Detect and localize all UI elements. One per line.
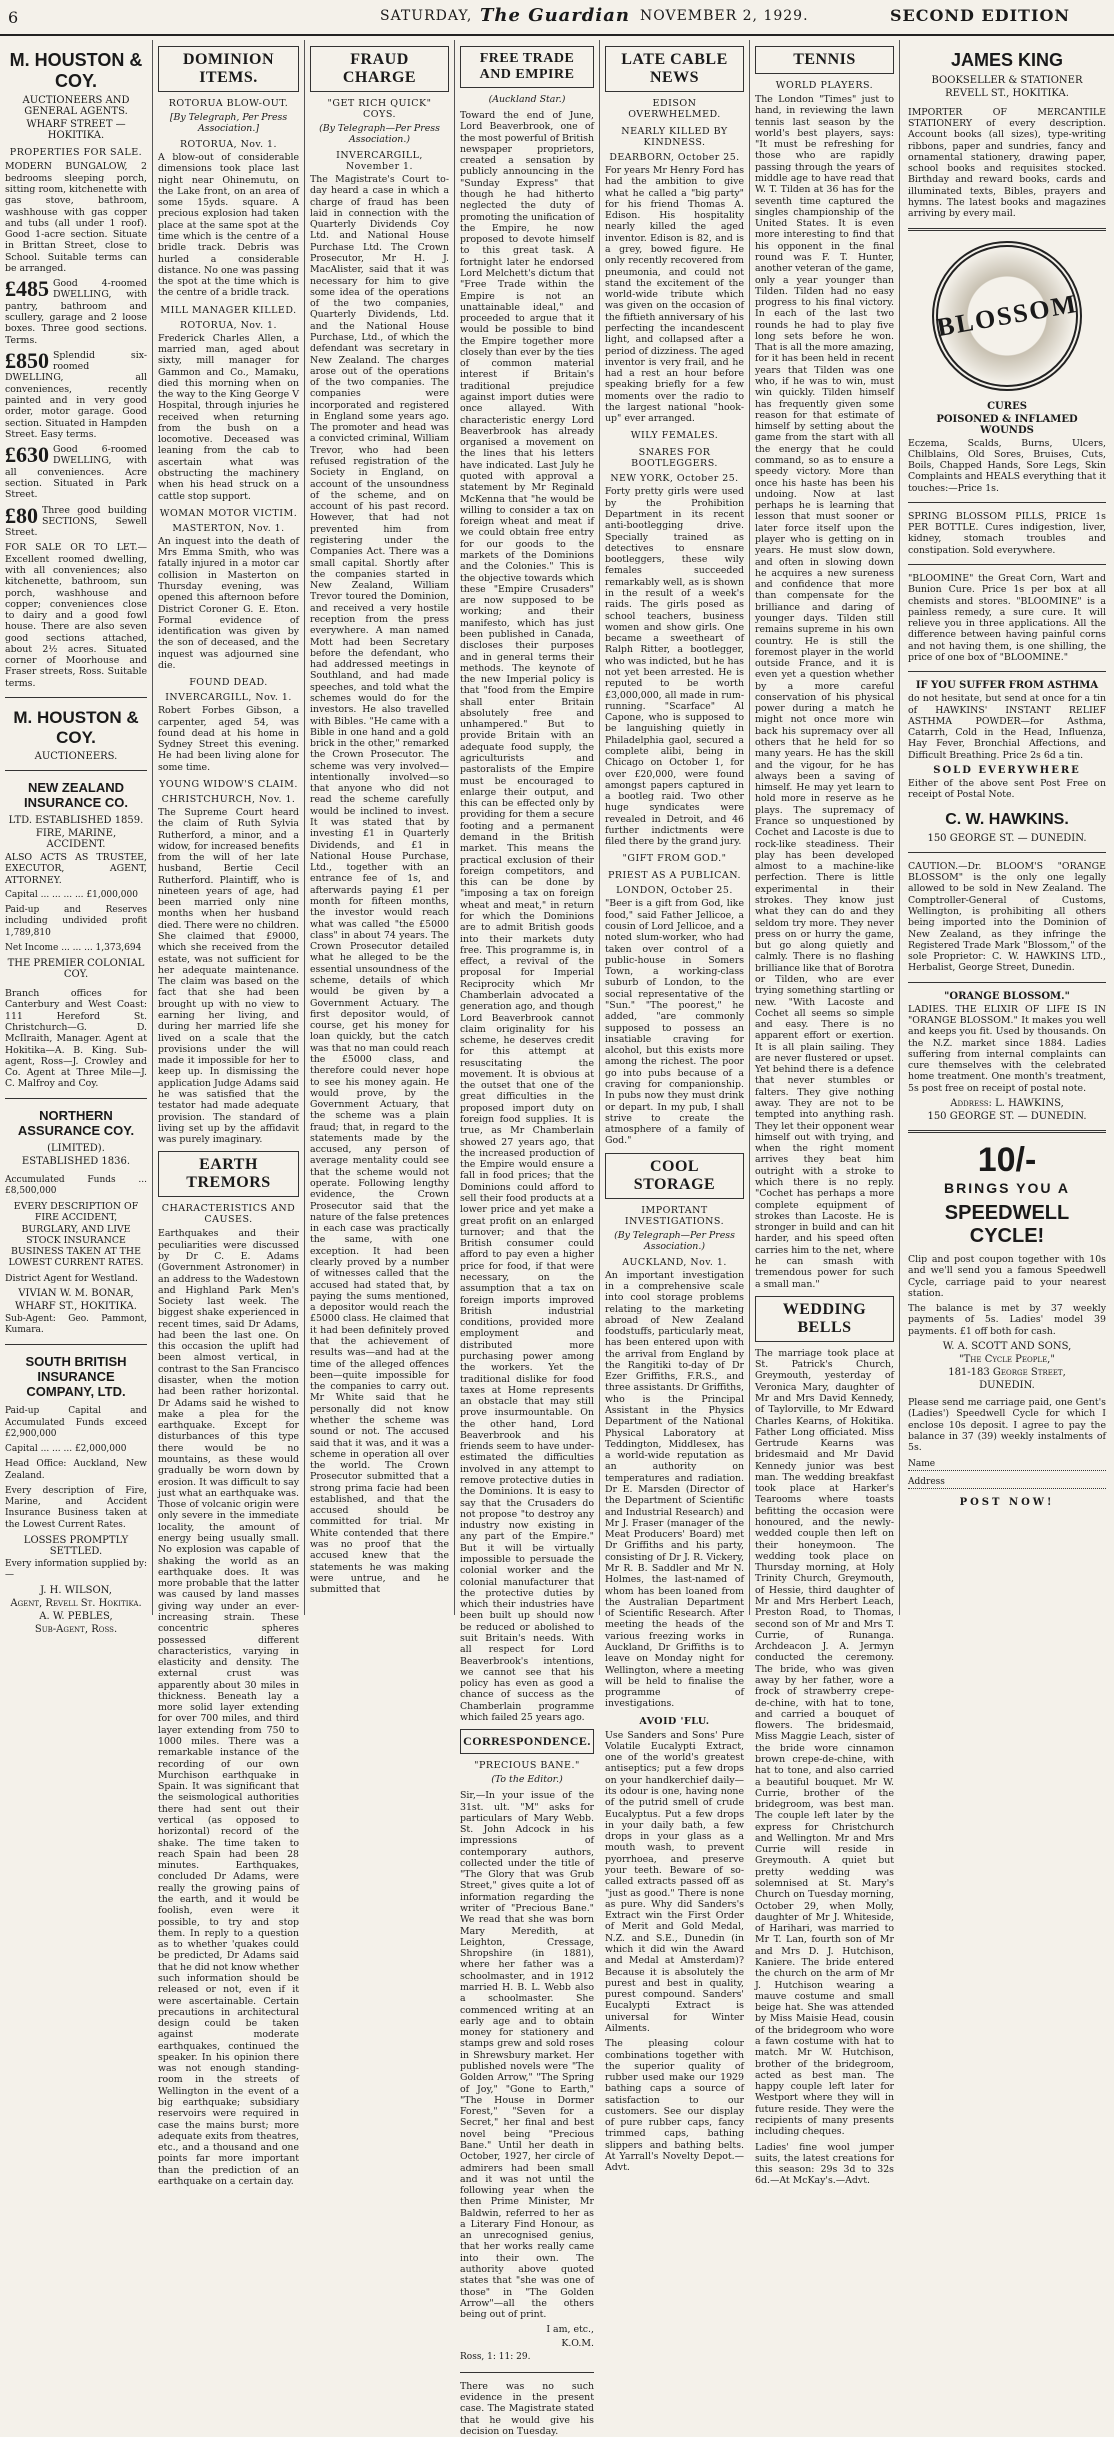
article-dateline: NEW YORK, October 25. bbox=[610, 473, 739, 485]
article-dateline: CHRISTCHURCH, Nov. 1. bbox=[161, 793, 296, 805]
ad-address: DUNEDIN. bbox=[979, 1379, 1035, 1391]
article-dateline: DEARBORN, October 25. bbox=[609, 152, 740, 163]
column-free-trade bbox=[455, 40, 600, 2437]
ad-subtitle: "ORANGE BLOSSOM." bbox=[944, 990, 1070, 1002]
ad-price-headline: 10/- bbox=[977, 1140, 1037, 1179]
ad-subtitle: LTD. ESTABLISHED 1859. bbox=[8, 815, 144, 826]
ad-text: Sub-Agent: Geo. Pammont, Kumara. bbox=[5, 1313, 147, 1336]
article-text: The Magistrate's Court to-day heard a case in which a charge of fraud has been laid in connection with the Quarterly Dividends Coy Ltd. and National House Purchase Ltd. The Crown Prosecutor, Mr H. J. MacAlister, said that it was necessary for him to give some idea of the operations of the two companies, Quarterly Dividends, Ltd. and the National House Purchase, Ltd., of which the defendant was secretary in New Zealand. The charges arose out of the operations of the two companies. The companies were incorporated and registered in England some years ago. The promoter and head was a convicted criminal, William Trevor, who had been refused registration of the Society in England, on account of the unsoundness of the scheme, and on account of his past record. However, that had not prevented him from registering under the Companies Act. There was a small capital. Shortly after the companies started in New Zealand, William Trevor toured the Dominion, and received a very hostile reception from the press everywhere. A man named Mott had been Secretary before the defendant, who had addressed meetings in Southland, and had made speeches, and told what the schemes would do for the investors. He also travelled with Bibles. "He came with a Bible in one hand and a gold brick in the other," remarked the Crown Prosecutor. The scheme was very involved—intentionally involved—so that anyone who did not read the scheme carefully would be inclined to invest. It was stated that by investing £1 in Quarterly Dividends, and £1 in National House Purchase, Ltd., together with an entrance fee of 1s, and afterwards paying £1 per month for fifteen months, the investor would reach what was called "the £5000 class" in about 74 years. The Crown Prosecutor detailed what he alleged to be the essential unsoundness of the scheme, details of which would be given by a Government Actuary. The first depositor would, of course, get his money for loan quickly, but the catch was that no man could reach the £5000 class, and therefore could never hope to see his money again. He would prove, by the Government Actuary, that the scheme was a plain fraud; that, in regard to the statements made by the accused, any person of average mentality could see that the scheme would not operate. Following lengthy evidence, the Crown Prosecutor said that the nature of the false pretences in each case was practically the same, with one exception. It had been clearly proved by a number of witnesses called that the accused had stated that, by paying the sums mentioned, a depositor would reach the £5000 class. He claimed that it had been definitely proved that the achievement of results was—and had at the time of the alleged offences been—quite impossible for the companies to carry out. Mr White said that he personally did not know whether the scheme was sound or not. The accused said that it was, and it was a scheme in operation all over the world. The Crown Prosecutor submitted that a strong prima facie had been established, and that the accused should be committed for trial. Mr White contended that there was no proof that the accused knew that the statements he was making were untrue, and he submitted that bbox=[310, 174, 449, 1596]
letter-signoff: I am, etc., bbox=[546, 2324, 594, 2336]
ad-subtitle: Sub-Agent, Ross. bbox=[34, 1624, 118, 1636]
article-text: A blow-out of considerable dimensions took place last night near Ohinemutu, on the Lake front, on an area of some 15yds. square. A precious explosion had taken place at the same spot at the time which is the centre of a bridle track. Debris was hurled a considerable distance. No one was passing the spot at the time which is the centre of a bridle track. bbox=[158, 152, 299, 299]
edition-label: SECOND EDITION bbox=[890, 6, 1070, 25]
article-subhead: "GET RICH QUICK" COYS. bbox=[327, 98, 432, 120]
ad-address: 150 GEORGE ST. — DUNEDIN. bbox=[927, 1110, 1087, 1122]
column-fraud-charge bbox=[305, 40, 455, 1615]
ad-address: "The Cycle People," bbox=[959, 1353, 1055, 1365]
ad-subtitle: J. H. WILSON, bbox=[40, 1585, 112, 1597]
ad-title: M. HOUSTON & COY. bbox=[9, 50, 143, 91]
masthead-date: NOVEMBER 2, 1929. bbox=[640, 8, 809, 24]
ad-heading: PROPERTIES FOR SALE. bbox=[9, 147, 143, 159]
ad-title: NEW ZEALAND INSURANCE CO. bbox=[23, 780, 128, 811]
ad-text: Capital ... ... ... ... £1,000,000 bbox=[5, 889, 138, 900]
article-headline: FREE TRADE AND EMPIRE bbox=[460, 46, 594, 88]
article-headline: EARTH TREMORS bbox=[158, 1151, 299, 1197]
ad-subtitle: WHARF ST., HOKITIKA. bbox=[15, 1300, 137, 1312]
ad-subtitle: AUCTIONEERS. bbox=[34, 751, 118, 763]
ad-text: do not hesitate, but send at once for a tin of HAWKINS' INSTANT RELIEF ASTHMA POWDER—for Asthma, Catarrh, Cold in the Head, Influenza, Hay Fever, Bronchial Affections, and Difficult Breathing. Price 2s 6d a tin. bbox=[908, 693, 1106, 761]
article-text: An inquest into the death of Mrs Emma Smith, who was fatally injured in a motor car collision in Masterton on Thursday evening, was opened this afternoon before District Coroner G. E. Eton. Formal evidence of identification was given by the son of deceased, and the inquest was adjourned sine die. bbox=[158, 535, 299, 671]
article-subhead: MILL MANAGER KILLED. bbox=[160, 304, 297, 316]
article-headline: DOMINION ITEMS. bbox=[158, 46, 299, 92]
ad-text: FOR SALE OR TO LET.—Excellent roomed dwelling, with all conveniences; also kitchenette, bathroom, sun porch, washhouse and copper; conveniences close to dairy and a good fowl house. There are also seven good sections attached, about 2½ acres. Situated corner of Moorhouse and Fraser streets, Ross. Suitable terms. bbox=[5, 542, 147, 689]
ad-subtitle: ESTABLISHED 1836. bbox=[21, 1155, 131, 1167]
ad-title: NORTHERN ASSURANCE COY. bbox=[17, 1107, 135, 1138]
column-tennis-weddings bbox=[750, 40, 900, 2187]
article-byline: (By Telegraph—Per Press Association.) bbox=[319, 123, 440, 145]
article-dateline: MASTERTON, Nov. 1. bbox=[172, 522, 285, 534]
ad-address: 181-183 George Street, bbox=[948, 1366, 1066, 1378]
ad-address: REVELL ST., HOKITIKA. bbox=[945, 87, 1069, 99]
article-text: Toward the end of June, Lord Beaverbrook, one of the most powerful of British newspaper proprietors, created a sensation by publicly announcing in the "Sunday Express" that though he had hitherto neglected the duty of promoting the unification of the Empire, he now proposed to devote himself to this great task. A fortnight later he endorsed Lord Melchett's dictum that "Free Trade within the Empire is not an unattainable ideal," and proceeded to argue that it would be possible to bind the Empire together more closely than ever by the ties of common material interest if Britain's traditional prejudice against import duties were once allayed. With characteristic energy Lord Beaverbrook has already organised a movement on the lines that his letters have indicated. Last July he quoted with approval a statement by Mr Reginald McKenna that "he would be willing to consider a tax on foreign wheat and meat if we could obtain free entry for our goods to the markets of the Dominions and the Colonies." This is the objective towards which these "Empire Crusaders" are now supposed to be working; and their manifesto, which has just been published in Canada, discloses their purposes and in general terms their methods. The keynote of the new Imperial policy is that "food from the Empire shall enter Britain absolutely free and unhampered." But to provide Britain with an adequate food supply, the agriculturists and pastoralists of the Empire must be encouraged to enlarge their output, and this can be effected only by providing for them a secure footing and a permanent demand in the British market. This means the practical exclusion of their foreign competitors, and this can be done by "imposing a tax on foreign wheat and meat," in return for which the Dominions are to admit British goods into their markets duty free. This programme is, in effect, a revival of the proposal for Imperial Reciprocity which Mr Chamberlain advocated a generation ago, and though Lord Beaverbrook cannot claim originality for his scheme, he deserves credit for this attempt at resuscitating the movement. It is obvious at the outset that one of the great difficulties in the proposed import duty on foreign food supplies. It is true, as Mr Chamberlain showed 27 years ago, that the increased production of the Empire would ensure a fall in food prices; that the Dominions could afford to sell their food products at a lower price and yet make a great profit on an enlarged turnover; and that the British consumer could afford to pay even a higher price for food, if that were necessary, on the assumption that a tax on foreign imports improved British industrial conditions, provided more employment and distributed more purchasing power among the workers. Yet the traditional dislike for food taxes at Home represents an obstacle that may still prove insurmountable. On the other hand, Lord Beaverbrook and his friends seem to have under-estimated the difficulties involved in any attempt to remove protective duties in the Dominions. It is easy to say that the Crusaders do not propose "to destroy any industry now existing in any part of the Empire." But it will be virtually impossible to persuade the colonial worker and the colonial manufacturer that the protective duties by which their industries have been built up should now be reduced or abolished to suit Britain's needs. With all respect for Lord Beaverbrook's intentions, we cannot see that his policy has even as good a chance of success as the Chamberlain programme which failed 25 years ago. bbox=[460, 110, 594, 1723]
article-subhead: NEARLY KILLED BY KINDNESS. bbox=[621, 126, 728, 148]
ad-subtitle: POST NOW! bbox=[959, 1497, 1055, 1509]
ad-text: Paid-up and Reserves including undivided profit 1,789,810 bbox=[5, 905, 147, 938]
ad-title: JAMES KING bbox=[950, 50, 1064, 70]
ad-text: Every description of Fire, Marine, and Accident Insurance Business taken at the Lowest Current Rates. bbox=[5, 1485, 147, 1530]
ad-subtitle: FIRE, MARINE, ACCIDENT. bbox=[35, 828, 117, 850]
ad-address: WHARF STREET — HOKITIKA. bbox=[26, 119, 126, 142]
ad-address: 150 GEORGE ST. — DUNEDIN. bbox=[927, 832, 1087, 844]
article-subhead: "PRECIOUS BANE." bbox=[474, 1760, 580, 1772]
ad-text: The balance is met by 37 weekly payments of 5s. Ladies' model 39 payments. £1 off both for cash. bbox=[908, 1303, 1106, 1337]
article-byline: (To the Editor.) bbox=[491, 1774, 563, 1786]
ad-subtitle: THE PREMIER COLONIAL COY. bbox=[7, 958, 145, 981]
article-text: Sir,—In your issue of the 31st. ult. "M" asks for particulars of Mary Webb. St. John Adcock in his impressions of contemporary authors, collected under the title of "The Glory that was Grub Street," gives quite a lot of information regarding the writer of "Precious Bane." We read that she was born Mary Meredith, at Leighton, Cressage, Shropshire (in 1881), where her father was a schoolmaster, and in 1912 married H. B. L. Webb also a schoolmaster. She commenced writing at an early age and to obtain money for stationery and stamps grew and sold roses in Shrewsbury market. Her published novels were "The Golden Arrow," "The Spring of Joy," "Gone to Earth," "The House in Dormer Forest," "Seven for a Secret," her final and best novel being "Precious Bane." Until her death in October, 1927, her circle of admirers had been small and it was not until the following year when the then Prime Minister, Mr Baldwin, referred to her as a Literary Find Honour, as an unrecognised genius, that her works really came into their own. The authority above quoted states that "she was one of those" in "The Golden Arrow"—all the others being out of print. bbox=[460, 1790, 594, 2321]
article-dateline: LONDON, October 25. bbox=[616, 885, 733, 897]
ad-text: Accumulated Funds ... £8,500,000 bbox=[5, 1174, 147, 1196]
price: £630 bbox=[5, 442, 49, 468]
orange-blossom-seal-icon bbox=[932, 241, 1082, 391]
coupon-text: Please send me carriage paid, one Gent's (Ladies') Speedwell Cycle for which I enclose 10s deposit. I agree to pay the balance in 37 (39) weekly instalments of 5s. bbox=[908, 1396, 1106, 1454]
article-headline: FRAUD CHARGE bbox=[310, 46, 449, 92]
ad-text: ALSO ACTS AS TRUSTEE, EXECUTOR, AGENT, ATTORNEY. bbox=[5, 852, 147, 886]
ad-text: Clip and post coupon together with 10s and we'll send you a famous Speedwell Cycle, carriage paid to your nearest station. bbox=[908, 1253, 1106, 1299]
ad-subtitle: AUCTIONEERS AND GENERAL AGENTS. bbox=[22, 95, 130, 118]
coupon-name-field[interactable]: Name bbox=[908, 1459, 1106, 1471]
ad-text: Eczema, Scalds, Burns, Ulcers, Chilblains, Old Sores, Bruises, Cuts, Boils, Chapped Hands, Sore Legs, Skin Complaints and HEALS everything that it touches:—Price 1s. bbox=[908, 437, 1106, 494]
ad-title: C. W. HAWKINS. bbox=[945, 810, 1069, 828]
article-text: Earthquakes and their peculiarities were discussed by Dr C. E. Adams (Government Astronomer) in an address to the Wadestown and Highland Park Men's Society last week. The biggest shake experienced in recent times, said Dr Adams, had been the last one. On this occasion the uplift had been almost vertical, in contrast to the San Francisco disaster, when the motion had been rather horizontal. Dr Adams said he wished to make a plea for the earthquake. Except for disturbances of this type there would be no mountains, as these would gradually be worn down by erosion. It was difficult to say just what an earthquake was. Those of volcanic origin were only severe in the immediate locality, the amount of energy being usually small. No explosion was capable of shaking the world as an earthquake does. It was more probable that the latter was caused by land masses giving way under an ever-increasing strain. These concentric spheres possessed different characteristics, varying in elasticity and density. The external crust was apparently about 30 miles in thickness. Beneath lay a more solid layer extending for over 700 miles, and third layer extending from 750 to 1000 miles. There was a remarkable instance of the recording of our own Murchison earthquake in Spain. It was significant that the seismological authorities there had sent out their vertical (as opposed to horizontal) record of the shake. The time taken to reach Spain had been 28 minutes. Earthquakes, concluded Dr Adams, were really the growing pains of the earth, and it would be foolish, even were it possible, to try and stop them. In reply to a question as to whether 'quakes could be predicted, Dr Adams said that he did not know whether such information should be released or not, even if it were ascertainable. Certain precautions in architectural design could be taken against moderate earthquakes, continued the speaker. In his opinion there was not enough standing-room in the streets of Wellington in the event of a big earthquake; subsidiary reservoirs were required in case the mains burst; more adequate exits from theatres, etc., and a thousand and one points far more important than the prediction of an earthquake on a certain day. bbox=[158, 1228, 299, 2187]
ad-text: Capital ... ... ... £2,000,000 bbox=[5, 1444, 127, 1455]
ad-text: Either of the above sent Post Free on receipt of Postal Note. bbox=[908, 777, 1106, 801]
letter-date: Ross, 1: 11: 29. bbox=[460, 2352, 531, 2363]
article-text: For years Mr Henry Ford has had the ambition to give what he called a "big party" for his friend Thomas A. Edison. His hospitality nearly killed the aged inventor. Edison is 82, and is a grey, bowed figure. He only recently recovered from pneumonia, and could not stand the excitement of the world-wide tribute which was given on the occasion of the fiftieth anniversary of his perfecting the incandescent light, and collapsed after a period of dizziness. The aged inventor is very frail, and he had a rest an hour before speaking briefly for a few moments over the radio to the largest national "hook-up" ever arranged. bbox=[605, 165, 744, 425]
article-subhead: WORLD PLAYERS. bbox=[775, 80, 874, 91]
article-headline: CORRESPONDENCE. bbox=[460, 1729, 594, 1754]
ad-text: Three good building SECTIONS, Sewell Street. bbox=[5, 504, 147, 539]
article-text: The London "Times" just to hand, in reviewing the lawn tennis last season by the world's best players, says: "It must be refreshing for those who are rapidly passing through the years of middle age to have read that W. T. Tilden at 36 has for the seventh time captured the singles championship of the United States. It is even more interesting to find that his opponent in the final round was F. T. Hunter, another veteran of the game, only a year younger than Tilden. Tilden had no easy progress to his final victory. In each of the last two rounds he had to play five long sets before he won. That is all the more amazing, for it has been held in recent years that Tilden was one who, if he was to win, must win quickly. Tilden himself has frequently given some reason for that estimate of himself by setting about the game from the start with all the energy that he could command, so as to ensure a speedy victory. More than once his haste has been his undoing. Now at last perhaps he is learning that lesson that must sooner or later force itself upon the player who is getting on in years. He must slow down, and often in slowing down he acquires a new sureness and confidence that more than compensate for the brilliance and daring of younger days. Tilden still remains supreme in his own country. He is still the foremost player in the world outside France, and it is even yet a question whether by a more careful conservation of his physical power during a match he might not once more win back his supremacy over all others that he held for so many years. He has the skill and the vigour, for he has always been a saving of himself. He may yet learn to hold more in reserve as he plays. The supremacy of France so unquestioned by Cochet and Lacoste is due to rock-like steadiness. Their play has been developed almost to a machine-like perfection. There is little experimental in their strokes. They know just what they can do and they seldom try more. They never press on or hurry the game, but go along quietly and calmly. There is no flashing brilliance like that of Borotra or Tilden, who are ever trying something startling or new. "With Lacoste and Cochet all seems so simple and easy. There is no apparent effort or exertion. It is all plain sailing. They are never flustered or upset. Yet behind there is a defence that never stumbles or falters. They give nothing away. They are not to be tempted into anything rash. They let their opponent wear himself out with trying, and when the right moment arrives they beat him outright with a stroke to which there is no reply. "Cochet has perhaps a more complete equipment of strokes than Lacoste. He is stronger in build and can hit harder, and his speed often carries him to the net, where he can smash with tremendous power for such a small man." bbox=[755, 94, 894, 1290]
ad-subtitle: BOOKSELLER & STATIONER bbox=[931, 74, 1083, 86]
ad-text: Net Income ... ... ... 1,373,694 bbox=[5, 942, 142, 953]
ad-text: Head Office: Auckland, New Zealand. bbox=[5, 1459, 147, 1481]
ad-text: Every information supplied by:— bbox=[5, 1558, 147, 1581]
column-advertisements-1 bbox=[0, 40, 153, 1636]
ad-text: EVERY DESCRIPTION OF FIRE ACCIDENT, BURGLARY, AND LIVE STOCK INSURANCE BUSINESS TAKEN AT THE LOWEST CURRENT RATES. bbox=[8, 1201, 144, 1269]
ad-text: SPRING BLOSSOM PILLS, PRICE 1s PER BOTTLE. Cures indigestion, liver, kidney, stomach troubles and constipation. Sold everywhere. bbox=[908, 510, 1106, 556]
article-headline: LATE CABLE NEWS bbox=[605, 46, 744, 92]
article-dateline: INVERCARGILL, November 1. bbox=[336, 150, 423, 172]
article-text: An important investigation in a comprehensive scale into cool storage problems relating to the marketing abroad of New Zealand foodstuffs, particularly meat, has been entered upon with the arrival from England by the Rangitiki to-day of Dr Ezer Griffiths, F.R.S., and three assistants. Dr Griffiths, who is the Principal Assistant in the Physics Department of the National Physical Laboratory at Teddington, Middlesex, has a world-wide reputation as an authority on temperatures and radiation. Dr E. Marsden (Director of the Department of Scientific and Industrial Research) and Mr J. Fraser (manager of the Meat Producers' Board) met Dr Griffiths and his party, consisting of Dr J. R. Vickery, Mr R. B. Saddler and Mr N. Holmes, the last-named of whom has been loaned from the Australian Department of Scientific Research. After meeting the heads of the various freezing works in Auckland, Dr Griffiths is to leave on Monday night for Wellington, where a meeting will be held to finalise the programme of investigations. bbox=[605, 1269, 744, 1710]
ad-text: The pleasing colour combinations together with the superior quality of rubber used make our 1929 bathing caps a source of satisfaction to our customers. See our display of pure rubber caps, fancy trimmed caps, bathing slippers and bathing belts. At Yarrall's Novelty Depot.—Advt. bbox=[605, 2038, 744, 2174]
article-subhead: ROTORUA BLOW-OUT. bbox=[168, 98, 289, 109]
newspaper-page bbox=[0, 40, 1114, 2437]
column-dominion-items bbox=[153, 40, 305, 2187]
seal-text: BLOSSOM bbox=[934, 288, 1080, 342]
ad-address: Address: L. HAWKINS, bbox=[950, 1097, 1064, 1109]
article-subhead: WOMAN MOTOR VICTIM. bbox=[159, 507, 298, 519]
article-subhead: SNARES FOR BOOTLEGGERS. bbox=[631, 447, 718, 470]
article-subhead: CHARACTERISTICS AND CAUSES. bbox=[161, 1203, 296, 1226]
ad-subtitle: LOSSES PROMPTLY SETTLED. bbox=[23, 1534, 129, 1557]
article-headline: COOL STORAGE bbox=[605, 1153, 744, 1199]
article-subhead: FOUND DEAD. bbox=[189, 677, 268, 689]
ad-text: Good 6-roomed DWELLING, with all conveniences. Acre section. Situated in Park Street. bbox=[5, 444, 147, 501]
article-text: Forty pretty girls were used by the Prohibition Department in its recent anti-bootlegging drive. Specially trained as detectives to ensnare bootleggers, these wily females succeeded remarkably well, as is shown in the result of a week's raids. The girls posed as school teachers, business women and show girls. One became a sweetheart of Ralph Ritter, a bootlegger, who was indicted, but he has not yet been arrested. He is reputed to be worth £3,000,000, all made in rum-running. "Scarface" Al Capone, who is supposed to be languishing quietly in Philadelphia gaol, secured a complete alibi, being in Chicago on October 1, for over £20,000, were found amongst papers captured in a bootleg raid. Two other huge syndicates were revealed in Detroit, and 46 further indictments were filed there by the grand jury. bbox=[605, 486, 744, 848]
newspaper-title: The Guardian bbox=[480, 5, 630, 26]
ad-title: M. HOUSTON & COY. bbox=[13, 708, 139, 747]
ad-subtitle: VIVIAN W. M. BONAR, bbox=[18, 1287, 134, 1299]
ad-text: IMPORTER OF MERCANTILE STATIONERY of every description. Account books (all sizes), type-writing ribbons, paper and sundries, fancy and ornamental stationery, drawing paper, school books and requisites stocked. Birthday and reward books, cards and illuminated texts, Bibles, prayers and hymns. The latest books and magazines arriving by every mail. bbox=[908, 106, 1106, 220]
ad-text: LADIES. THE ELIXIR OF LIFE IS IN "ORANGE BLOSSOM." It makes you well and keeps you fit. Used by thousands. On the N.Z. market since 1884. Ladies suffering from internal complaints can cure themselves with the celebrated home treatment. One month's treatment, 5s post free on receipt of postal note. bbox=[908, 1003, 1106, 1094]
ad-title: SOUTH BRITISH INSURANCE COMPANY, LTD. bbox=[25, 1354, 127, 1400]
article-headline: TENNIS bbox=[755, 46, 894, 74]
ad-text: MODERN BUNGALOW, 2 bedrooms sleeping porch, sitting room, kitchenette with gas stove, bathroom, washhouse with gas copper and tubs (all under 1 roof). Good 1-acre section. Situate in Brittan Street, close to School. Suitable terms can be arranged. bbox=[5, 161, 147, 274]
ad-subtitle: BRINGS YOU A bbox=[944, 1179, 1070, 1196]
ad-text: Paid-up Capital and Accumulated Funds exceed £2,900,000 bbox=[5, 1406, 147, 1439]
article-text: The marriage took place at St. Patrick's Church, Greymouth, yesterday of Veronica Mary, daughter of Mr and Mrs David Kennedy, of Taylorville, to Mr Edward Charles Kearns, of Hokitika. Father Long officiated. Miss Gertrude Kearns was bridesmaid and Mr David Kennedy junior was best man. The wedding breakfast took place at Harker's Tearooms where toasts befitting the occasion were honoured, and the newly-wedded couple then left on their honeymoon. The wedding took place on Thursday morning, at Holy Trinity Church, Greymouth, of Hessie, third daughter of Mr and Mrs Herbert Leach, Preston Road, to Thomas, second son of Mr and Mrs T. Currie, of Runanga. Archdeacon J. A. Jermyn conducted the ceremony. The bride, who was given away by her father, wore a frock of strawberry crepe-de-chine, with hat to tone, and carried a bouquet of flowers. The bridesmaid, Miss Maggie Leach, sister of the bride wore cinnamon brown crepe-de-chine, with hat to tone, and also carried a beautiful bouquet. Mr W. Currie, brother of the bridegroom, was best man. The couple left later by the express for Christchurch and Wellington. Mr and Mrs Currie will reside in Greymouth. A quiet but pretty wedding was solemnised at St. Mary's Church on Tuesday morning, October 29, when Molly, daughter of Mr J. Whiteside, of Harihari, was married to Mr T. Lan, fourth son of Mr and Mrs D. J. Hutchison, Kaniere. The bride entered the church on the arm of Mr J. Hutchison wearing a mauve costume and small beige hat. She was attended by Miss Maisie Head, cousin of the bridegroom who wore a fawn costume with hat to match. Mr W. Hutchison, brother of the bridegroom, acted as best man. The happy couple left later for Westport where they will in future reside. They were the recipients of many presents including cheques. bbox=[755, 1347, 894, 2138]
masthead-day: SATURDAY, bbox=[380, 8, 473, 24]
article-dateline: INVERCARGILL, Nov. 1. bbox=[165, 692, 292, 704]
ad-text: Good 4-roomed DWELLING, with pantry, bathroom and scullery, garage and 2 loose boxes. Three good sections. Terms. bbox=[5, 278, 147, 346]
article-text: Robert Forbes Gibson, a carpenter, aged 54, was found dead at his home in Sydney Street this evening. He had been living alone for some time. bbox=[158, 705, 299, 773]
ad-subtitle: (LIMITED). bbox=[47, 1142, 105, 1154]
masthead bbox=[0, 0, 1114, 36]
ad-subtitle: CURES bbox=[987, 400, 1027, 412]
price: £485 bbox=[5, 276, 49, 302]
article-text: "Beer is a gift from God, like food," said Father Jellicoe, a cousin of Lord Jellicoe, and a noted slum-worker, who had taken over control of a public-house in Somers Town, a working-class suburb of London, to the social representative of the "Sun." "The poorest," he added, "are commonly supposed to possess an insatiable craving for alcohol, but this exists more among the richest. The poor go into pubs because of a craving for companionship. In pubs now they must drink or depart. In my pub, I shall strive to create the atmosphere of a family of God." bbox=[605, 898, 744, 1147]
letter-signature: K.O.M. bbox=[561, 2338, 594, 2350]
ad-subtitle: A. W. PEBLES, bbox=[39, 1611, 113, 1623]
ad-text: Branch offices for Canterbury and West Coast: 111 Hereford St. Christchurch—G. D. McIlraith, Manager. Agent at Hokitika—A. B. King. Sub-agent, Ross—J. Crowley and Co. Agent at Three Mile—J. C. Malfroy and Coy. bbox=[5, 988, 147, 1090]
article-subhead: YOUNG WIDOW'S CLAIM. bbox=[159, 778, 298, 790]
ad-text: Ladies' fine wool jumper suits, the latest creations for this season: 29s 3d to 32s 6d.—At McKay's.—Advt. bbox=[755, 2141, 894, 2187]
ad-subtitle: SOLD EVERYWHERE bbox=[933, 764, 1081, 776]
article-subhead: WILY FEMALES. bbox=[630, 430, 719, 442]
article-subhead: PRIEST AS A PUBLICAN. bbox=[608, 870, 741, 882]
ad-title: SPEEDWELL CYCLE! bbox=[944, 1201, 1070, 1247]
article-subhead: IMPORTANT INVESTIGATIONS. bbox=[624, 1204, 725, 1227]
article-dateline: ROTORUA, Nov. 1. bbox=[179, 139, 278, 150]
ad-text: CAUTION.—Dr. BLOOM'S "ORANGE BLOSSOM" is the only one legally allowed to be sold in New Zealand. The Comptroller-General of Customs, Wellington, is prohibiting all others being imported into the Dominion of New Zealand, as they infringe the Registered Trade Mark "Blossom," of the sole Proprietor: C. W. HAWKINS LTD., Herbalist, George Street, Dunedin. bbox=[908, 860, 1106, 974]
article-text: There was no such evidence in the present case. The Magistrate stated that he would give his decision on Tuesday. bbox=[460, 2380, 594, 2437]
article-text: The Supreme Court heard the claim of Ruth Sylvia Rutherford, a minor, and a widow, for increased benefits from the will of her late husband, Bertie Cecil Rutherford. Plaintiff, who is nineteen years of age, had been married only nine months when her husband died. There were no children. She claimed that £9000, which she received from the estate, was not sufficient for her adequate maintenance. The claim was based on the fact that she had been brought up with no view to earning her living, and during her married life she lived on a scale that the provisions under the will made it impossible for her to keep up. In dismissing the application Judge Adams said he was satisfied that the testator had made adequate provision. The standard of living set up by the affidavit was purely imaginary. bbox=[158, 806, 299, 1146]
article-text: Frederick Charles Allen, a married man, aged about sixty, mill manager for Gammon and Co., Mamaku, died this morning when on the way to the King George V Hospital, through injuries he received when returning from the bush on a locomotive. Deceased was leaning from the cab to ascertain what was obstructing the machinery when his head struck on a cattle stop support. bbox=[158, 332, 299, 502]
price: £80 bbox=[5, 502, 38, 528]
ad-address: W. A. SCOTT AND SONS, bbox=[942, 1340, 1072, 1352]
ad-text: Use Sanders and Sons' Pure Volatile Eucalypti Extract, one of the world's greatest antiseptics; put a few drops on your handkerchief daily—its odour is one, having none of the putrid smell of crude Eucalyptus. Put a few drops in your daily bath, a few drops in your glass as a mouth wash, to prevent pyorrhoea, and preserve your teeth. Beware of so-called extracts passed off as "just as good." There is none as pure. Why did Sanders's Extract win the First Order of Merit and Gold Medal, N.Z. and S.E., Dunedin (in which it did win the Award and Medal at Amsterdam)? Because it is absolutely the purest and best in quality, purest compound. Sanders' Eucalypti Extract is universal for Winter Ailments. bbox=[605, 1729, 744, 2034]
column-advertisements-2 bbox=[900, 40, 1114, 1615]
page-number: 6 bbox=[8, 8, 20, 27]
ad-text: "BLOOMINE" the Great Corn, Wart and Bunion Cure. Price 1s per box at all chemists and stores. "BLOOMINE" is a painless remedy, a sure cure. It will relieve you in three applications. All the difference between having painful corns and not having them, is one shilling, the price of one box of "BLOOMINE." bbox=[908, 573, 1106, 663]
ad-text: District Agent for Westland. bbox=[5, 1272, 138, 1284]
coupon-address-field[interactable]: Address bbox=[908, 1477, 1106, 1489]
ad-subtitle: Agent, Revell St. Hokitika. bbox=[10, 1598, 142, 1610]
article-headline: WEDDING BELLS bbox=[755, 1296, 894, 1342]
ad-subtitle: POISONED & INFLAMED WOUNDS bbox=[936, 413, 1078, 436]
article-dateline: ROTORUA, Nov. 1. bbox=[179, 319, 278, 331]
article-source: (Auckland Star.) bbox=[488, 94, 566, 105]
price: £850 bbox=[5, 347, 49, 373]
ad-subtitle: IF YOU SUFFER FROM ASTHMA bbox=[915, 680, 1099, 692]
article-byline: (By Telegraph—Per Press Association.) bbox=[614, 1229, 735, 1252]
ad-heading: AVOID 'FLU. bbox=[639, 1715, 710, 1727]
column-late-cable-news bbox=[600, 40, 750, 2174]
article-subhead: "GIFT FROM GOD." bbox=[622, 853, 727, 865]
ad-text: Splendid six-roomed DWELLING, all conveniences, recently painted and in very good order, motor garage. Good section. Situated in Hampden Street. Easy terms. bbox=[5, 349, 147, 440]
article-subhead: EDISON OVERWHELMED. bbox=[628, 98, 721, 120]
article-dateline: AUCKLAND, Nov. 1. bbox=[622, 1256, 727, 1268]
article-byline: [By Telegraph, Per Press Association.] bbox=[169, 112, 288, 134]
